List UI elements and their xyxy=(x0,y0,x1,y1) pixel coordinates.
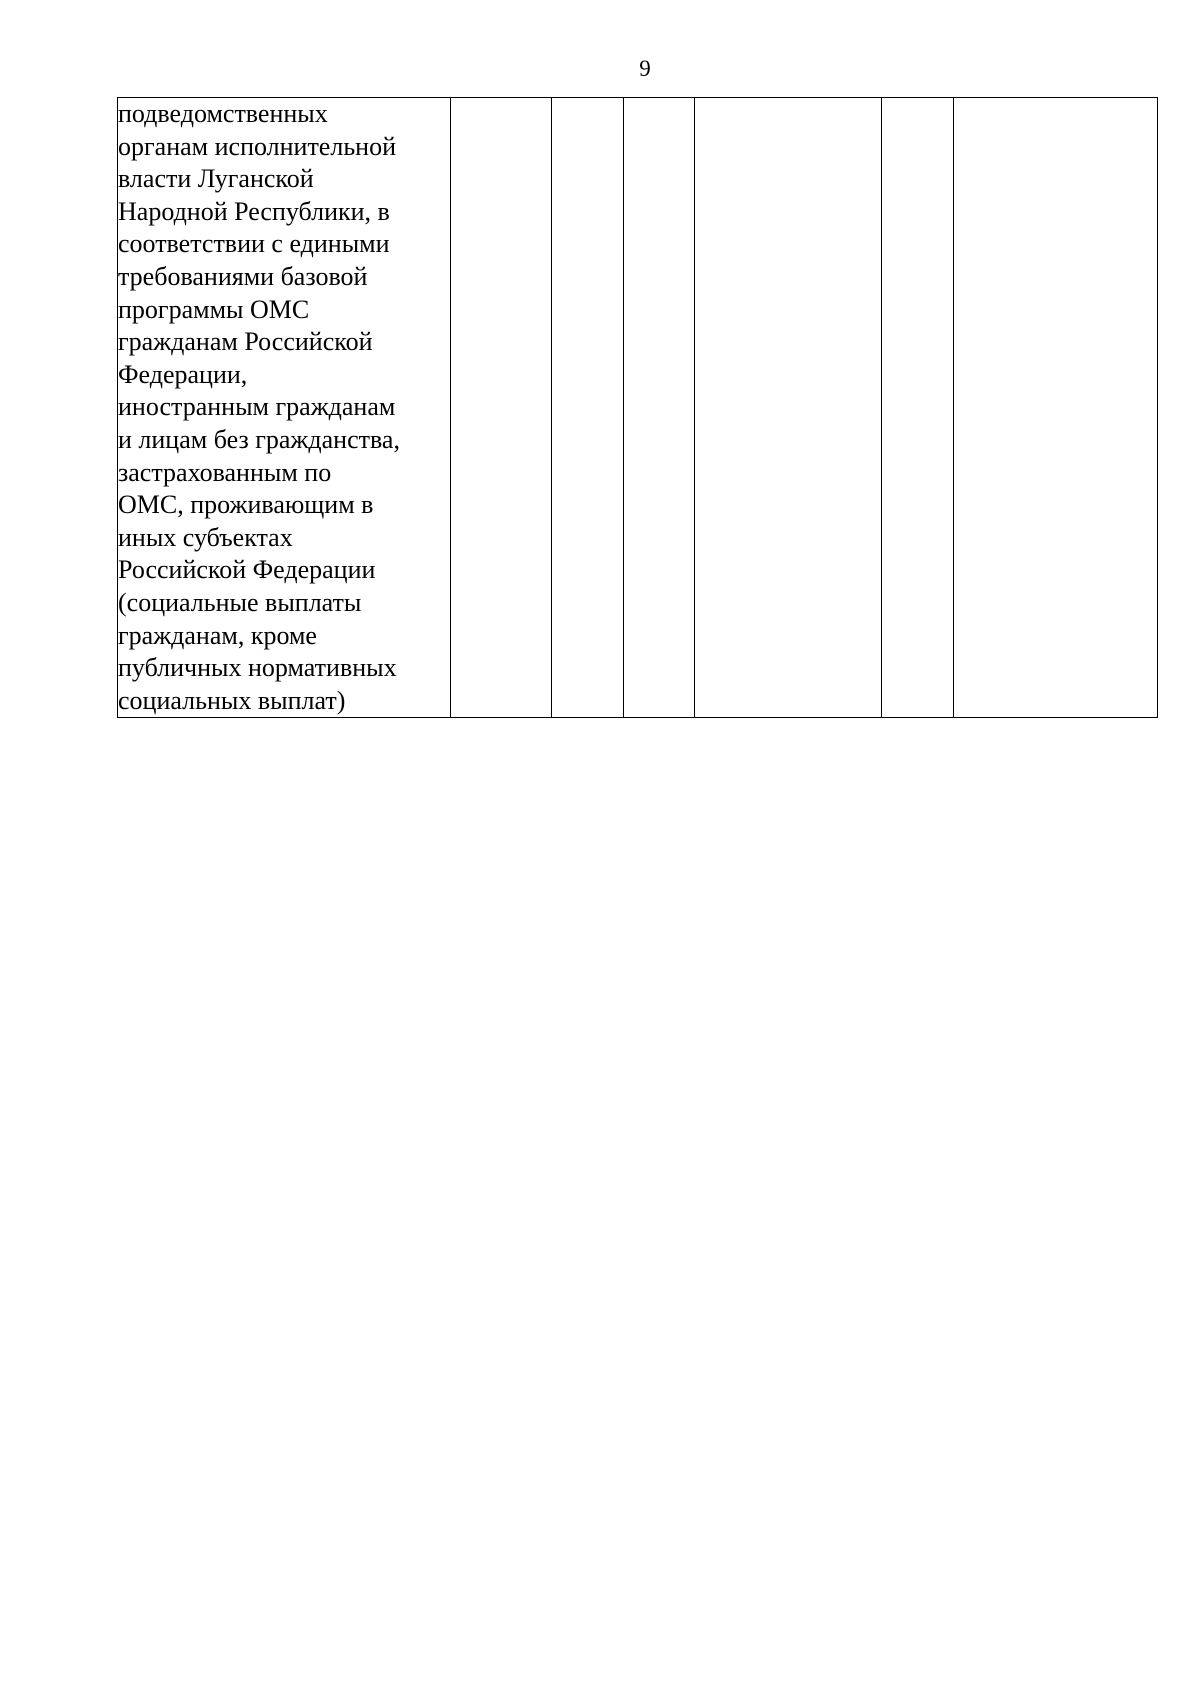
cell-text-line: власти Луганской xyxy=(118,164,314,194)
cell-text-line: социальных выплат) xyxy=(118,685,346,715)
cell-text-line: программы ОМС xyxy=(118,294,310,324)
page-number: 9 xyxy=(639,56,651,81)
table-cell-empty xyxy=(882,98,954,718)
table-cell-empty xyxy=(451,98,552,718)
table-cell-empty xyxy=(624,98,695,718)
cell-text-line: Федерации, xyxy=(118,359,248,389)
cell-text-line: (социальные выплаты xyxy=(118,587,362,617)
cell-text-line: застрахованным по xyxy=(118,457,332,487)
cell-text-line: публичных нормативных xyxy=(118,653,397,683)
cell-text-line: подведомственных xyxy=(118,99,328,128)
cell-text-line: Народной Республики, в xyxy=(118,196,390,226)
table-row xyxy=(118,98,1158,718)
table-cell-description xyxy=(118,98,451,718)
cell-text-line: ОМС, проживающим в xyxy=(118,490,374,520)
table-cell-empty xyxy=(954,98,1158,718)
cell-text-line: гражданам, кроме xyxy=(118,620,317,650)
cell-text-line: иностранным гражданам xyxy=(118,392,396,422)
cell-text-line: Российской Федерации xyxy=(118,555,376,585)
data-table xyxy=(117,97,1158,718)
table-cell-empty xyxy=(552,98,624,718)
cell-text-line: и лицам без гражданства, xyxy=(118,424,400,454)
cell-text-line: органам исполнительной xyxy=(118,131,397,161)
cell-text-line: гражданам Российской xyxy=(118,327,373,357)
table-cell-empty xyxy=(695,98,882,718)
cell-text-line: требованиями базовой xyxy=(118,261,368,291)
cell-text-line: соответствии с едиными xyxy=(118,229,390,259)
cell-text-line: иных субъектах xyxy=(118,522,293,552)
